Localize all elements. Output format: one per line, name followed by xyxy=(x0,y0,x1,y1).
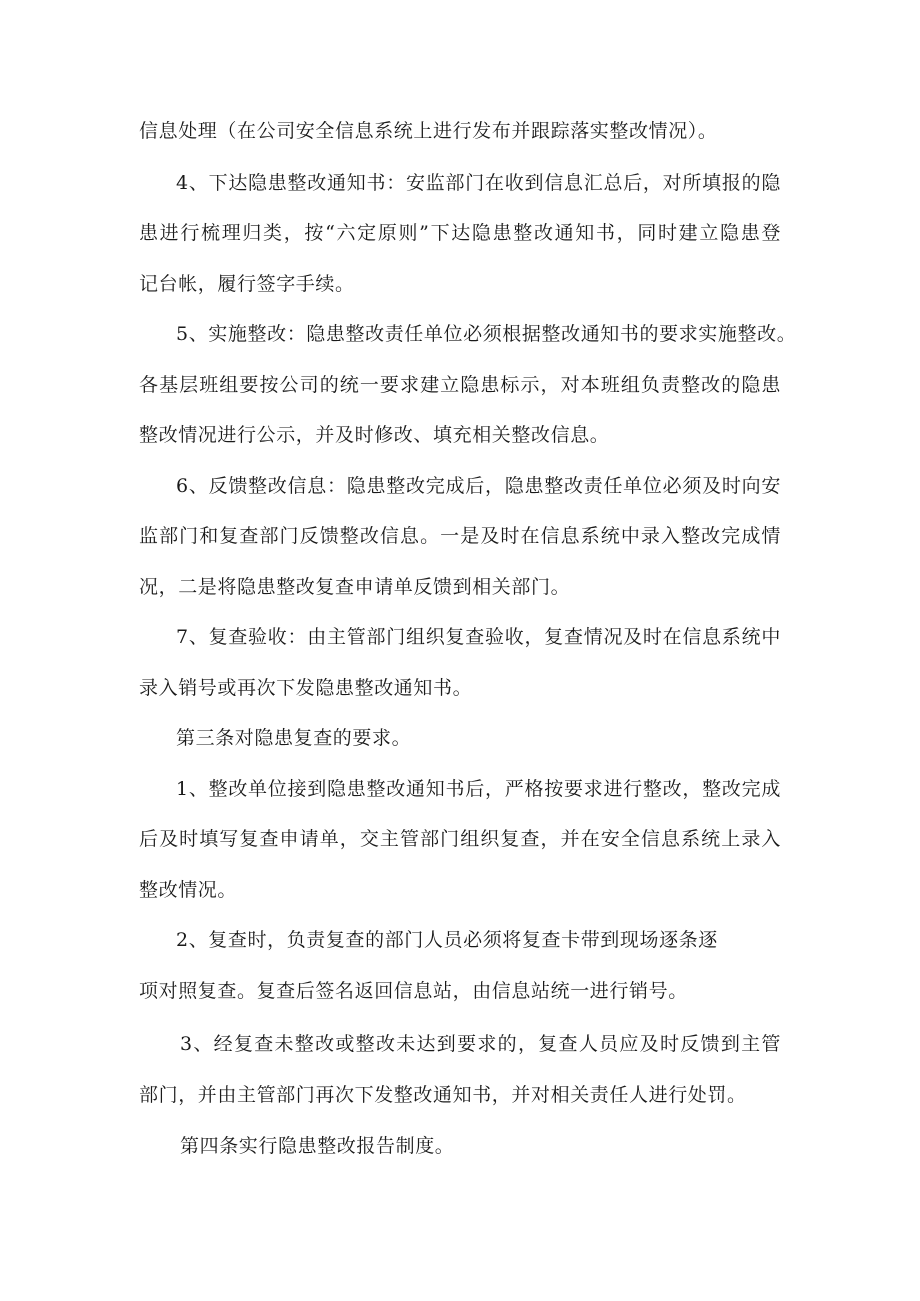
text-line-19: 3、经复查未整改或整改未达到要求的，复查人员应及时反馈到主管 xyxy=(180,1033,781,1055)
text-line-14: 1、整改单位接到隐患整改通知书后，严格按要求进行整改，整改完成 xyxy=(176,778,781,800)
text-line-13: 第三条对隐患复查的要求。 xyxy=(176,727,412,749)
text-line-16: 整改情况。 xyxy=(139,879,238,901)
text-line-9: 监部门和复查部门反馈整改信息。一是及时在信息系统中录入整改完成情 xyxy=(139,525,781,547)
text-line-1: 信息处理（在公司安全信息系统上进行发布并跟踪落实整改情况）。 xyxy=(139,120,718,142)
text-line-2: 4、下达隐患整改通知书：安监部门在收到信息汇总后，对所填报的隐 xyxy=(176,172,781,194)
text-line-21: 第四条实行隐患整改报告制度。 xyxy=(180,1135,455,1157)
text-line-5: 5、实施整改：隐患整改责任单位必须根据整改通知书的要求实施整改。 xyxy=(176,323,797,345)
text-line-12: 录入销号或再次下发隐患整改通知书。 xyxy=(139,677,473,699)
text-line-6: 各基层班组要按公司的统一要求建立隐患标示，对本班组负责整改的隐患 xyxy=(139,374,781,396)
text-line-11: 7、复查验收：由主管部门组织复查验收，复查情况及时在信息系统中 xyxy=(176,626,781,648)
text-line-17: 2、复查时，负责复查的部门人员必须将复查卡带到现场逐条逐 xyxy=(176,929,718,951)
text-line-10: 况，二是将隐患整改复查申请单反馈到相关部门。 xyxy=(139,576,571,598)
text-line-15: 后及时填写复查申请单，交主管部门组织复查，并在安全信息系统上录入 xyxy=(139,828,781,850)
text-line-7: 整改情况进行公示，并及时修改、填充相关整改信息。 xyxy=(139,424,610,446)
text-line-4: 记台帐，履行签字手续。 xyxy=(139,273,355,295)
text-line-18: 项对照复查。复查后签名返回信息站，由信息站统一进行销号。 xyxy=(139,980,688,1002)
text-line-20: 部门，并由主管部门再次下发整改通知书，并对相关责任人进行处罚。 xyxy=(139,1084,747,1106)
text-line-8: 6、反馈整改信息：隐患整改完成后，隐患整改责任单位必须及时向安 xyxy=(176,475,781,497)
text-line-3: 患进行梳理归类，按“六定原则”下达隐患整改通知书，同时建立隐患登 xyxy=(139,222,781,244)
